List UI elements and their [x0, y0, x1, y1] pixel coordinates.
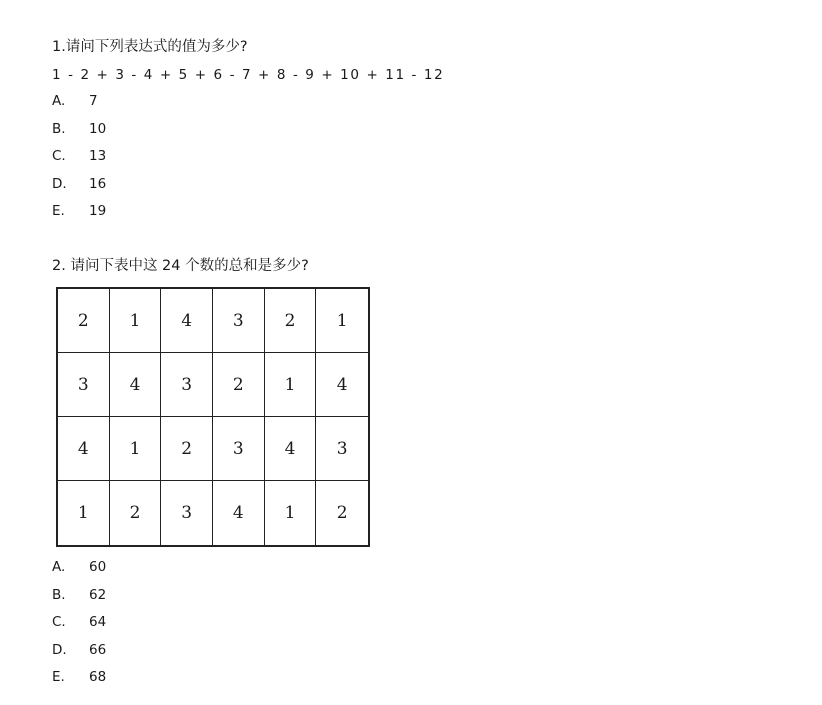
- table-cell: 3: [58, 353, 110, 417]
- table-cell: 4: [316, 353, 368, 417]
- table-cell: 1: [316, 289, 368, 353]
- option-value: 60: [89, 559, 107, 575]
- table-cell: 4: [110, 353, 162, 417]
- table-cell: 1: [265, 481, 317, 545]
- option-letter: E.: [52, 203, 65, 219]
- table-cell: 4: [213, 481, 265, 545]
- option-value: 13: [89, 148, 107, 164]
- table-cell: 2: [213, 353, 265, 417]
- table-cell: 1: [110, 417, 162, 481]
- question-2-option-a[interactable]: [52, 558, 106, 576]
- table-cell: 2: [336, 503, 348, 523]
- table-cell: 3: [161, 481, 213, 545]
- option-letter: B.: [52, 587, 66, 603]
- table-cell: 2: [110, 481, 162, 545]
- option-value: 64: [89, 614, 107, 630]
- question-1-option-e[interactable]: [52, 202, 106, 220]
- option-value: 62: [89, 587, 107, 603]
- table-cell: 4: [58, 417, 110, 481]
- option-value: 19: [89, 203, 107, 219]
- table-cell: 3: [316, 417, 368, 481]
- question-1-option-c[interactable]: [52, 147, 106, 165]
- table-cell: 2: [161, 417, 213, 481]
- option-letter: D.: [52, 642, 67, 658]
- number-table: [56, 287, 370, 547]
- table-cell: 3: [213, 417, 265, 481]
- question-2-option-d[interactable]: [52, 641, 106, 659]
- question-2-title: 2. 请问下表中这 24 个数的总和是多少?: [52, 258, 309, 274]
- option-value: 10: [89, 121, 107, 137]
- table-cell: 2: [265, 289, 317, 353]
- question-2-option-c[interactable]: [52, 613, 106, 631]
- table-cell: 1: [58, 481, 110, 545]
- option-letter: B.: [52, 121, 66, 137]
- question-1-expression: 1 - 2 + 3 - 4 + 5 + 6 - 7 + 8 - 9 + 10 + 11 - 12: [52, 67, 445, 83]
- option-value: 66: [89, 642, 107, 658]
- table-cell: 3: [161, 353, 213, 417]
- table-cell: 3: [213, 289, 265, 353]
- option-letter: C.: [52, 614, 66, 630]
- option-value: 68: [89, 669, 107, 685]
- question-1-option-b[interactable]: [52, 120, 106, 138]
- question-1-title: 1.请问下列表达式的值为多少?: [52, 39, 248, 55]
- option-value: 16: [89, 176, 107, 192]
- question-2-option-b[interactable]: [52, 586, 106, 604]
- table-cell: 4: [161, 289, 213, 353]
- option-letter: A.: [52, 93, 66, 109]
- option-letter: A.: [52, 559, 66, 575]
- question-2-option-e[interactable]: [52, 668, 106, 686]
- table-cell: 1: [265, 353, 317, 417]
- table-cell: 4: [265, 417, 317, 481]
- table-cell: 2: [58, 289, 110, 353]
- question-1-option-a[interactable]: [52, 92, 98, 110]
- option-letter: D.: [52, 176, 67, 192]
- question-1-option-d[interactable]: [52, 175, 106, 193]
- option-letter: E.: [52, 669, 65, 685]
- option-letter: C.: [52, 148, 66, 164]
- table-cell: 1: [110, 289, 162, 353]
- option-value: 7: [89, 93, 98, 109]
